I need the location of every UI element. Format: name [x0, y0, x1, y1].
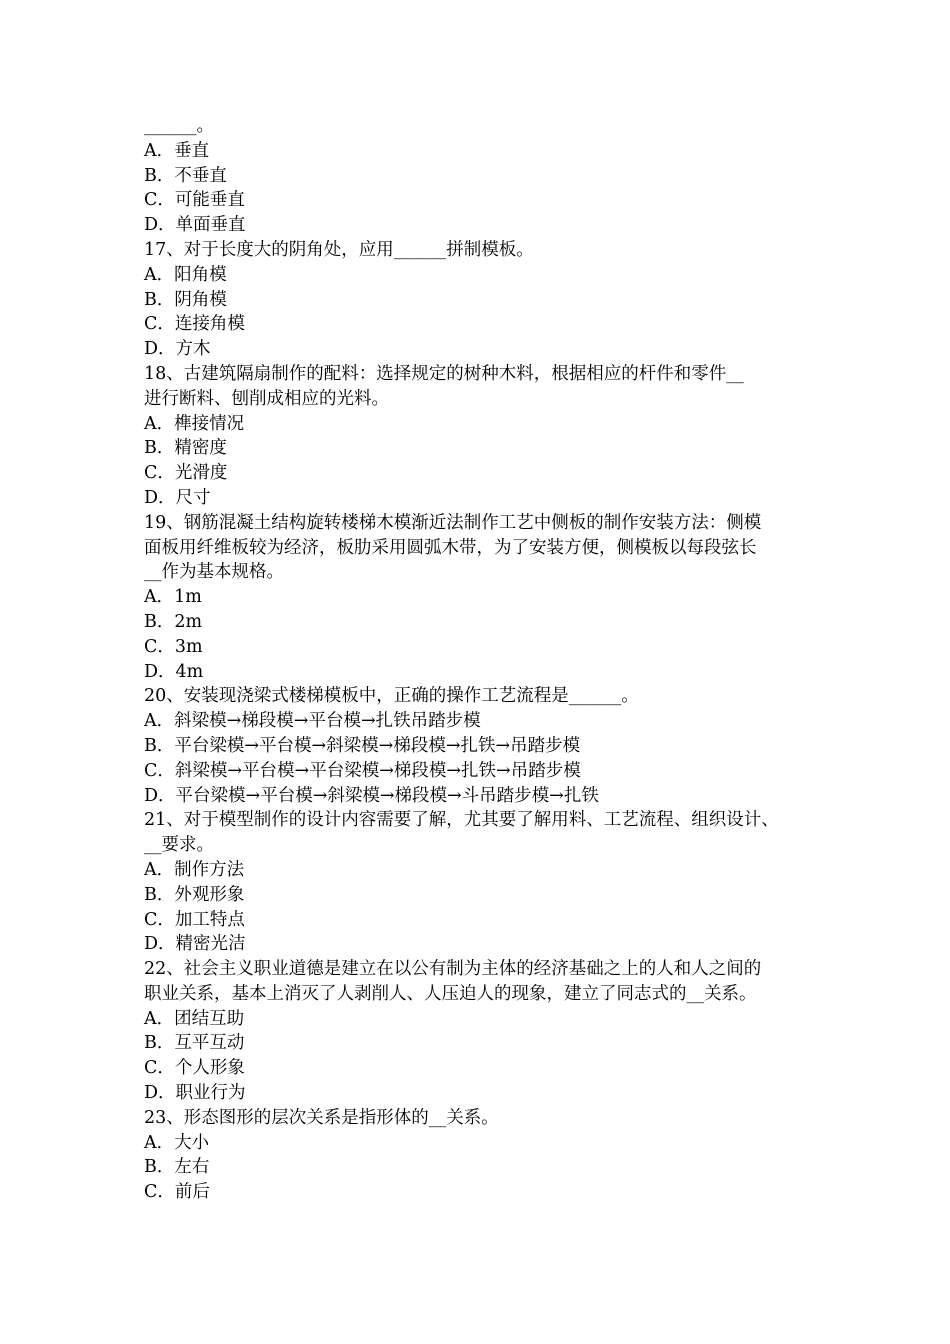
lead-options: [144, 139, 809, 238]
option-a: A．斜梁模→梯段模→平台模→扎铁吊踏步模: [144, 711, 481, 732]
option-d: D．精密光洁: [144, 934, 246, 955]
question-text: 21、对于模型制作的设计内容需要了解，尤其要了解用料、工艺流程、组织设计、: [144, 810, 779, 831]
option-c: C．3m: [144, 636, 203, 657]
option-a: A．1m: [144, 587, 202, 608]
option-b: B．2m: [144, 611, 203, 632]
question-text: 17、对于长度大的阴角处，应用______拼制模板。: [144, 239, 534, 260]
question-text: __作为基本规格。: [144, 562, 284, 583]
question-19: [144, 511, 809, 685]
option-c: C．光滑度: [144, 463, 228, 484]
option-a: A．大小: [144, 1132, 210, 1153]
option-c: C．斜梁模→平台模→平台梁模→梯段模→扎铁→吊踏步模: [144, 760, 581, 781]
option-b: B．精密度: [144, 438, 227, 459]
question-20: [144, 684, 809, 808]
question-text: 18、古建筑隔扇制作的配料：选择规定的树种木料，根据相应的杆件和零件__: [144, 363, 744, 384]
option-a: A．团结互助: [144, 1008, 245, 1029]
question-list: [144, 114, 809, 1205]
question-18: [144, 362, 809, 511]
option-d: D．职业行为: [144, 1083, 246, 1104]
question-text: 23、形态图形的层次关系是指形体的__关系。: [144, 1107, 499, 1128]
question-text: __要求。: [144, 835, 214, 856]
option-a: A．制作方法: [144, 859, 245, 880]
option-b: B．互平互动: [144, 1033, 245, 1054]
option-b: B．左右: [144, 1157, 210, 1178]
option-b: B．不垂直: [144, 165, 227, 186]
option-d: D．单面垂直: [144, 215, 246, 236]
option-d: D．4m: [144, 661, 204, 682]
option-b: B．外观形象: [144, 884, 245, 905]
question-text: 19、钢筋混凝土结构旋转楼梯木模渐近法制作工艺中侧板的制作安装方法：侧模: [144, 512, 762, 533]
question-17: [144, 238, 809, 362]
option-c: C．连接角模: [144, 314, 245, 335]
question-22: [144, 957, 809, 1106]
option-c: C．加工特点: [144, 909, 245, 930]
lead-line: ______。: [144, 116, 214, 136]
question-text: 进行断料、刨削成相应的光料。: [144, 388, 389, 409]
option-c: C．个人形象: [144, 1058, 245, 1079]
question-text: 22、社会主义职业道德是建立在以公有制为主体的经济基础之上的人和人之间的: [144, 959, 762, 980]
option-c: C．前后: [144, 1182, 210, 1203]
option-a: A．垂直: [144, 140, 210, 161]
question-text: 职业关系，基本上消灭了人剥削人、人压迫人的现象，建立了同志式的__关系。: [144, 983, 757, 1004]
option-b: B．平台梁模→平台模→斜梁模→梯段模→扎铁→吊踏步模: [144, 735, 581, 756]
option-d: D．方木: [144, 339, 211, 360]
option-a: A．榫接情况: [144, 413, 245, 434]
option-d: D．尺寸: [144, 487, 211, 508]
question-21: [144, 808, 809, 957]
option-b: B．阴角模: [144, 289, 227, 310]
question-text: 20、安装现浇梁式楼梯模板中，正确的操作工艺流程是______。: [144, 686, 639, 707]
question-text: 面板用纤维板较为经济，板肋采用圆弧木带，为了安装方便，侧模板以每段弦长: [144, 537, 757, 558]
option-a: A．阳角模: [144, 264, 227, 285]
option-d: D．平台梁模→平台模→斜梁模→梯段模→斗吊踏步模→扎铁: [144, 785, 599, 806]
option-c: C．可能垂直: [144, 190, 245, 211]
question-23: [144, 1106, 809, 1205]
